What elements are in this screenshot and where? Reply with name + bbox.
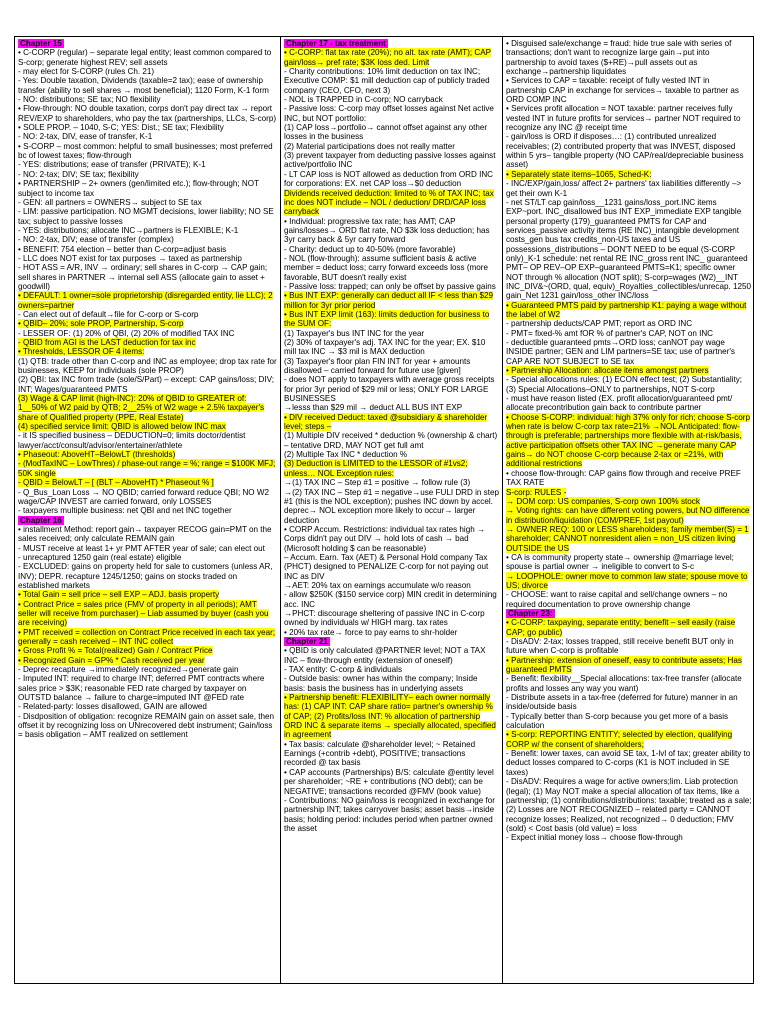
note-line [506, 132, 752, 169]
note-text: - Special allocations rules: (1) ECON effect test; (2) Substantiality; (3) Special Allocations–ONLY to partnerships, NOT S-corp [506, 375, 743, 394]
highlighted-note-line [18, 459, 277, 478]
chapter-heading-label: Chapter 23: [508, 608, 553, 618]
note-text: • CA is community property state→ ownership @marriage level; spouse is partial owner → ineligible to convert to S-c [506, 552, 734, 572]
column-right [503, 37, 755, 983]
note-text: • Partnership: extension of oneself, easy to contribute assets; Has guaranteed PMTS [506, 655, 742, 675]
note-text: - taxpayers multiple business: net QBI and net INC together [18, 506, 232, 516]
note-text: • PARTNERSHIP – 2+ owners (gen/limited etc.); flow-through; NOT subject to income tax [18, 179, 259, 198]
highlighted-note-line [506, 572, 752, 591]
note-line [18, 254, 277, 263]
note-text: • C-CORP: taxpaying, separate entity; benefit – sell easily (raise CAP; go public) [506, 618, 736, 637]
chapter-heading [18, 516, 277, 525]
highlighted-note-line [506, 301, 752, 320]
note-line [284, 338, 499, 357]
note-line [18, 207, 277, 226]
note-text: (3) Wage & CAP limit (high-INC): 20% of QBID to GREATER of: 1__50% of W2 paid by QTB; 2__25% of W2 wage + 2.5% taxpayer's share of Qualified property (PPE, Real Estate) [18, 394, 265, 422]
column-middle [281, 37, 503, 983]
note-text: - Distribute assets in a tax-free (deferred for future) manner in an inside/outside basis [506, 693, 738, 712]
note-line [506, 329, 752, 338]
highlighted-note-line [18, 628, 277, 647]
note-text: - GEN: all partners = OWNERS→ subject to SE tax [18, 197, 202, 207]
highlighted-note-line [18, 450, 277, 459]
note-line [284, 525, 499, 553]
note-text: • Phaseout: AboveHT–BelowLT (thresholds) [18, 450, 176, 460]
note-text: - Passive loss: C-corp may offset losses against Net active INC, but NOT portfolio: [284, 104, 494, 123]
note-text: • C-CORP: flat tax rate (20%); no alt. tax rate (AMT); CAP gain/loss→ pref rate; $3K loss ded. Limit [284, 48, 492, 67]
note-text: • Services profit allocation = NOT taxable: partner receives fully vested INT in future profits for services→ partner NOT required to recognize any INC @ receipt time [506, 104, 741, 133]
note-line [18, 123, 277, 132]
note-text: • S-corp: REPORTING ENTITY; selected by election, qualifying CORP w/ the consent of shareholders; [506, 730, 733, 749]
note-text: - Contributions: NO gain/loss is recognized in exchange for partnership INT; takes carryover basis; asset basis→inside basis; holding period: includes period when partner owned the asset [284, 795, 495, 833]
note-text: - NO: 2-tax, DIV; ease of transfer (complex) [18, 235, 174, 245]
note-text: - HOT ASS = A/R, INV → ordinary; sell shares in C-corp → CAP gain; sell shares in PARTNER → internal sell ASS (allocate gain to asset + goodwill) [18, 263, 268, 291]
note-line [506, 749, 752, 777]
note-text: • choose flow-through: CAP gains flow through and receive PREF TAX RATE [506, 468, 741, 488]
note-line [18, 142, 277, 161]
note-text: • PMT received = collection on Contract Price received in each tax year; generally = cash received – INT INC collect [18, 627, 276, 646]
chapter-heading [284, 637, 499, 646]
note-text: • DEFAULT: 1 owner=sole proprietorship (disregarded entity, lie LLC); 2 owners=partner [18, 291, 273, 310]
note-text: S-corp: RULES - [506, 487, 567, 497]
highlighted-note-line [506, 506, 752, 525]
note-text: - Yes: Double taxation, Dividends (taxable=2 tax); ease of ownership transfer (ability to sell shares → most beneficial); 1120 Form, K-1 form [18, 76, 269, 95]
note-text: • Individual: progressive tax rate; has AMT; CAP gains/losses→ ORD flat rate, NO $3k loss deduction; has 3yr carry back & 5yr carry forward [284, 216, 490, 245]
note-text: - partnership deducts/CAP PMT; report as ORD INC [506, 319, 693, 329]
note-line [18, 553, 277, 562]
highlighted-note-line [18, 478, 277, 487]
note-text: - INC/EXP/gain,loss/ affect 2+ partners' tax liabilities differently –> get their own K-1 [506, 179, 742, 198]
note-line [506, 590, 752, 609]
note-line [18, 488, 277, 507]
note-line [18, 525, 277, 544]
note-text: (4) specified service limit: QBID is allowed below INC max [18, 422, 226, 432]
note-line [18, 48, 277, 67]
note-line [284, 431, 499, 450]
note-line [18, 198, 277, 207]
note-line [18, 329, 277, 338]
note-text: - gain/loss is ORD if disposes…: (1) contributed unrealized receivables; (2) contributed property that was INVEST, disposed within 5 yrs– tangible property (NO CAP/real/depreciable business asset) [506, 132, 744, 170]
highlighted-note-line [506, 488, 752, 497]
note-text: - DisADV: Requires a wage for active owners;lim. Liab protection (legal); (1) May NOT make a special allocation of tax items, like a partnership; (1) contributions/distributions: taxable; treated as a sale; (2) Losses are NOT RECOGNIZED – related party = CANNOT recognize losses; Realized, not recognized→ 0 deduction; FMV (sold) < Cost basis (old value) = loss [506, 777, 752, 833]
note-line [284, 67, 499, 95]
note-line [18, 95, 277, 104]
highlighted-note-line [284, 693, 499, 740]
highlighted-note-line [18, 347, 277, 356]
note-text: - LLC does NOT exist for tax purposes → taxed as partnership [18, 253, 242, 263]
note-text: • DIV received Deduct: taxed @subsidiary & shareholder level; steps – [284, 412, 488, 432]
note-text: → LOOPHOLE: owner move to common law state; spouse move to US; divorce [506, 571, 748, 590]
note-text: - it IS specified business – DEDUCTION=0; limits doctor/dentist lawyer/acct/consult/advisor/entertainer/athlete [18, 431, 246, 450]
note-text: - Outside basis: owner has within the company; Inside basis: basis the business has in underlying assets [284, 674, 478, 693]
note-text: - MUST receive at least 1+ yr PMT AFTER year of sale; can elect out [18, 543, 265, 553]
note-text: → DOM corp: US companies, S-corp own 100% stock [506, 496, 700, 506]
note-text: - Disdposition of obligation: recognize REMAIN gain on asset sale, then offset it by recognizing loss on UNrecovered debt instrument; Gain/loss = basis obligation – AMT realized on settlement [18, 711, 274, 740]
note-text: (3) Taxpayer's floor plan FIN INT for year + amounts disallowed – carried forward for future use [given] [284, 356, 471, 376]
chapter-heading-label: Chapter 17 - tax treatment [286, 39, 386, 48]
cheat-sheet [14, 36, 754, 984]
note-line [506, 375, 752, 394]
note-text: - unrecaptured 1250 gain (real estate) eligible [18, 552, 182, 562]
note-text: (2) Multiple Tax INC * deduction % [284, 450, 408, 460]
note-text: (1) Multiple DIV received * deduction % (ownership & chart) – tentative DRD, MAY NOT get full amt [284, 431, 498, 450]
note-text: (1) Taxpayer's bus INT INC for the year [284, 328, 425, 338]
note-text: – Accum. Earn. Tax (AET) & Personal Hold company Tax (PHCT) designed to PENALIZE C-corp for not paying out INC as DIV [284, 552, 489, 581]
note-line [284, 95, 499, 104]
note-line [284, 488, 499, 525]
note-line [18, 375, 277, 394]
note-line [284, 450, 499, 459]
note-text: • S-CORP – most common: helpful to small businesses; most preferred bc of lowest taxes; flow-through [18, 141, 273, 161]
note-line [18, 665, 277, 674]
highlighted-note-line [18, 338, 277, 347]
note-line [506, 394, 752, 413]
note-text: - EXCLUDED: gains on property held for sale to customers (unless AR, INV); DEPR. recapture 1245/1250; gains on stocks traded on established markets [18, 562, 273, 590]
note-line [506, 198, 752, 301]
note-line [506, 319, 752, 328]
note-text: • Contract Price = sales price (FMV of property in all periods); AMT seller will receive from purchaser) – Liab assumed by buyer (cash you are receiving) [18, 599, 269, 628]
note-line [284, 403, 499, 412]
note-line [284, 768, 499, 796]
note-line [284, 609, 499, 628]
note-text: - Deprec recapture →immediately recognized→generate gain [18, 665, 239, 675]
note-line [284, 245, 499, 254]
note-text: (2) QBI: tax INC from trade (sole/S/Part) – except: CAP gains/loss; DIV; INT; Wages/guaranteed PMTS [18, 375, 274, 394]
note-text: - NOL (flow-through): assume sufficient basis & active member = deduct loss; carry forward exceeds loss (more favorable, BUT doesn't really exist [284, 253, 488, 282]
note-line [506, 777, 752, 833]
highlighted-note-line [18, 291, 277, 310]
note-text: • Separately state items–1065, Sched-K: [506, 169, 652, 179]
note-line [284, 646, 499, 665]
note-text: (2) Material participations does not really matter [284, 141, 455, 151]
note-text: • Tax basis: calculate @shareholder level; ~ Retained Earnings (+contrib +debt), POSITIVE; transactions recorded @ tax basis [284, 739, 476, 768]
highlighted-note-line [18, 422, 277, 431]
note-text: - Passive loss: trapped; can only be offset by passive gains [284, 281, 496, 291]
highlighted-note-line [506, 525, 752, 553]
note-line [284, 151, 499, 170]
note-text: - Expect initial money loss→ choose flow-through [506, 833, 683, 843]
note-text: • Disguised sale/exchange = fraud: hide true sale with series of transactions; don't want to recognize large gain→put into partnership to avoid taxes ($+RE)→pull assets out as exchange→partnership liquidates [506, 39, 732, 77]
note-text: • QBID– 20%; sole PROP, Partnership, S-corp [18, 319, 184, 329]
highlighted-note-line [506, 730, 752, 749]
note-line [506, 104, 752, 132]
note-text: • CORP Accum. Restrictions: individual tax rates high → Corps didn't pay out DIV → hold lots of cash → bad (Microsoft holding $ can be reasonable) [284, 524, 486, 553]
note-text: - NO: 2-tax, DIV, ease of transfer, K-1 [18, 132, 153, 142]
highlighted-note-line [18, 600, 277, 628]
note-text: →PHCT: discourage sheltering of passive INC in C-corp owned by individuals w/ HIGH marg. tax rates [284, 608, 485, 628]
note-line [284, 581, 499, 590]
note-text: • 20% tax rate→ force to pay earns to shr-holder [284, 627, 458, 637]
note-line [284, 254, 499, 282]
highlighted-note-line [506, 413, 752, 469]
note-line [18, 226, 277, 235]
note-text: • Thresholds, LESSOR OF 4 items: [18, 347, 145, 357]
note-text: • Guaranteed PMTS paid by partnership K1: paying a wage without the label of W2 [506, 300, 747, 319]
note-text: →(2) TAX INC – Step #1 = negative→use FULI DRD in step #1 (this is the NOL exception); pushes INC down by accel. deprec→ NOL exception more likely to occur→ larger deduction [284, 487, 499, 525]
note-text: - Charity: deduct up to 40-50% (more favorable) [284, 244, 456, 254]
note-line [18, 179, 277, 198]
highlighted-note-line [284, 310, 499, 329]
highlighted-note-line [18, 590, 277, 599]
chapter-heading-label: Chapter 21 [286, 637, 328, 646]
note-text: →(1) TAX INC – Step #1 = positive → follow rule (3) [284, 478, 471, 488]
note-text: (1) QTB: trade other than C-corp and INC as employee; drop tax rate for businesses, KEEP for individuals (sole PROP) [18, 356, 277, 376]
note-line [18, 310, 277, 319]
note-text: • Recognized Gain = GP% * Cash received per year [18, 655, 205, 665]
highlighted-note-line [506, 366, 752, 375]
note-line [284, 740, 499, 768]
note-line [284, 628, 499, 637]
note-line [18, 160, 277, 169]
note-text: - Related-party: losses disallowed, GAIN are allowed [18, 702, 207, 712]
note-text: - DisADV: 2-tax; losses trapped, still receive benefit BUT only in future when C-corp is profitable [506, 637, 734, 656]
note-text: • Total Gain = sell price – sell EXP – ADJ. basis property [18, 590, 220, 600]
note-text: • Bus INT EXP limit (163): limits deduction for business to the SUM OF: [284, 309, 490, 329]
note-text: - QBID = BelowLT – [ (BLT – AboveHT) * Phaseout % ] [18, 478, 214, 488]
chapter-heading [284, 39, 499, 48]
note-line [284, 674, 499, 693]
note-text: • installment Method: report gain→ taxpayer RECOG gain=PMT on the sales received; only calculate REMAIN gain [18, 524, 272, 544]
highlighted-note-line [506, 497, 752, 506]
note-text: • QBID is only calculated @PARTNER level; NOT a TAX INC – flow-through entity (extension of oneself) [284, 646, 486, 665]
note-line [506, 833, 752, 842]
highlighted-note-line [284, 459, 499, 478]
note-line [18, 104, 277, 123]
note-line [506, 179, 752, 198]
note-text: - YES: distributions; allocate INC→partners is FLEXIBLE; K-1 [18, 225, 239, 235]
note-text: (3) prevent taxpayer from deducting passive losses against active/portfolio INC [284, 151, 496, 170]
note-text: - may elect for S-CORP (rules Ch. 21) [18, 67, 155, 77]
note-line [284, 329, 499, 338]
note-line [18, 431, 277, 450]
note-line [284, 590, 499, 609]
note-line [506, 76, 752, 104]
column-left [15, 37, 281, 983]
highlighted-note-line [506, 656, 752, 675]
highlighted-note-line [506, 170, 752, 179]
note-line [18, 562, 277, 590]
chapter-heading [506, 609, 752, 618]
note-line [284, 170, 499, 189]
note-text: • SOLE PROP. – 1040, S-C; YES: Dist.; SE tax; Flexibility [18, 123, 224, 133]
note-line [284, 375, 499, 403]
highlighted-note-line [284, 291, 499, 310]
note-text: • C-CORP (regular) – separate legal entity; least common compared to S-corp; generate highest REV; sell assets [18, 48, 272, 67]
note-text: - Charity contributions: 10% limit deduction on tax INC; Executive COMP: $1 mill deduction cap of publicly traded company (CEO, CFO, next 3) [284, 67, 490, 95]
note-text: - deductible guaranteed pmts→ORD loss; canNOT pay wage INSIDE partner; GEN and LIM partners=SE tax; use of partner's CAP ARE NOT SUBJECT to SE tax [506, 338, 735, 366]
highlighted-note-line [18, 646, 277, 655]
note-line [18, 506, 277, 515]
note-line [18, 357, 277, 376]
note-text: - NOL is TRAPPED in C-corp; NO carryback [284, 95, 443, 105]
note-text: • Partnership benefit: FLEXIBILITY– each owner normally has: (1) CAP INT: CAP share ratio= partner's ownership % of CAP; (2) Profits/loss INT: % allocation of partnership ORD INC & separate items → specially allocated, specified in agreement [284, 693, 496, 740]
note-text: - Benefit: flexibility__Special allocations: tax-free transfer (allocate profits and losses any way you want) [506, 674, 742, 693]
note-text: →AET: 20% tax on earnings accumulate w/o reason [284, 580, 471, 590]
note-text: • Bus INT EXP: generally can deduct all IF < less than $29 million for 3yr prior period [284, 291, 493, 310]
note-text: - does NOT apply to taxpayers with average gross receipts for prior 3yr period of $29 mil or less; ONLY FOR LARGE BUSINESSES [284, 375, 495, 404]
note-text: - Imputed INT: required to charge INT; deferred PMT contracts where sales price > $3K; reasonable FED rate charged by taxpayer on OUTSTD balance → failure to charge=imputed INT @FED rate [18, 674, 265, 703]
chapter-heading-label: Chapter 16 [20, 515, 62, 525]
note-line [284, 142, 499, 151]
note-text: • BENEFIT: 754 election – better than C-corp=adjust basis [18, 244, 227, 254]
highlighted-note-line [18, 656, 277, 665]
note-text: - must have reason listed (EX. profit allocation/guaranteed pmt/ allocate precontribution gain back to contribute partner [506, 394, 733, 413]
note-line [284, 665, 499, 674]
note-text: • CAP accounts (Partnerships) B/S: calculate @entity level per shareholder; ~RE + contributions (NO debt); can be NEGATIVE; transactions recorded @FMV (book value) [284, 767, 494, 796]
note-line [284, 217, 499, 245]
note-text: • Services to CAP = taxable: receipt of fully vested INT in partnership CAP in exchange for services→ taxable to partner as ORD COMP INC [506, 76, 739, 105]
note-text: • Choose S-CORP: individual: high 37% only for rich; choose S-corp when rate is below C-corp tax rate=21% →NOL Anticipated: flow-through is preferable; partnerships more flexible with at-risk/basis, active participation offsets other TAX INC →generate many CAP gains→ do NOT choose C-corp because 2-tax or =21%, with additional restrictions [506, 412, 750, 469]
note-text: - PMT= fixed-% amt fOR % of partner's CAP, NOT on INC [506, 328, 714, 338]
note-text: → Voting rights: can have different voting powers, but NO difference in distribution/liquidation (COM/PREF, 1st payout) [506, 506, 750, 525]
note-text: - YES: distributions; ease of transfer (PRIVATE); K-1 [18, 160, 206, 170]
note-line [18, 132, 277, 141]
note-text: • Partnership Allocation: allocate items amongst partners [506, 366, 709, 376]
chapter-heading [18, 39, 277, 48]
note-text: - TAX entity: C-corp & individuals [284, 665, 403, 675]
note-line [284, 104, 499, 123]
note-text: - NO: 2-tax; DIV; SE tax; flexibility [18, 169, 139, 179]
highlighted-note-line [284, 48, 499, 67]
note-text: - Can elect out of default→file for C-corp or S-corp [18, 309, 199, 319]
note-text: - QBID from AGI is the LAST deduction for tax inc [18, 338, 196, 347]
highlighted-note-line [506, 618, 752, 637]
highlighted-note-line [284, 413, 499, 432]
note-line [284, 478, 499, 487]
note-text: - LT CAP loss is NOT allowed as deduction from ORD INC for corporations: EX. net CAP loss→$0 deduction [284, 169, 494, 189]
note-text: (2) 30% of taxpayer's adj. TAX INC for the year; EX. $10 mill tax INC → $3 mil is MAX deduction [284, 338, 486, 357]
highlighted-note-line [18, 394, 277, 422]
note-text: - LIM: passive participation. NO MGMT decisions, lower liability; NO SE tax; subject to passive losses [18, 207, 274, 226]
note-text: - NO: distributions; SE tax; NO flexibility [18, 95, 161, 105]
highlighted-note-line [284, 189, 499, 217]
note-line [18, 702, 277, 711]
note-line [18, 235, 277, 244]
note-line [506, 39, 752, 76]
note-line [284, 796, 499, 833]
chapter-heading-label: Chapter 15 [20, 39, 62, 48]
note-text: (3) Deduction is LIMITED to the LESSOR of #1vs2; unless… NOL Exception rules: [284, 459, 468, 478]
note-text: - allow $250K ($150 service corp) MIN credit in determining acc. INC [284, 590, 497, 609]
note-line [18, 544, 277, 553]
note-line [506, 674, 752, 693]
note-line [284, 282, 499, 291]
note-text: • Gross Profit % = Total(realized) Gain / Contract Price [18, 646, 213, 656]
note-line [506, 712, 752, 731]
highlighted-note-line [18, 319, 277, 328]
note-line [506, 338, 752, 366]
note-line [506, 637, 752, 656]
note-line [18, 67, 277, 76]
note-text: Dividends received deduction: limited to % of TAX INC; tax inc does NOT include – NOL / deduction/ DRD/CAP loss carryback [284, 188, 494, 217]
note-line [18, 245, 277, 254]
note-line [18, 712, 277, 740]
note-line [284, 357, 499, 376]
note-text: → OWNER REQ: 100 or LESS shareholders; family member(S) = 1 shareholder; CANNOT nonresident alien = non_US citizen living OUTSIDE the US [506, 524, 749, 553]
note-text: →lesss than $29 mil → deduct ALL BUS INT EXP [284, 403, 463, 413]
note-text: - Q_Bus_Loan Loss → NO QBID; carried forward reduce QBI; NO W2 wage/CAP INVEST are carried forward, only LOSSES [18, 487, 269, 506]
note-text: - CHOOSE: want to raise capital and sell/change owners – no required documentation to prove ownership change [506, 590, 728, 609]
note-line [506, 693, 752, 712]
note-text: - net ST/LT cap gain/loss__1231 gains/loss_port.INC items EXP~port. INC_disallowed bus INT EXP_immediate EXP tangible personal property (179)_guaranteed PMTS for CAP and services_passive activity items (RE INC)_intangible development costs_gen bus tax credits_non-US taxes and US possessions_distributions – DON'T NEED to be equal (S-CORP only)_K-1 schedule: net rental RE INC_gross rent INC_ guaranteed PMT– OP REV–OP EXP–guaranteed PMTS=K1; specific owner NOT through % allocation (NOT split); S-corp=wages (W2)__INT INC_DIV&~(ORD, qual, equiv)_Royalties_collectibles/unrecap. 1250 gain_Net 1231 gain/loss_other INC/loss [506, 197, 751, 301]
note-text: - (ModTaxINC – LowThres) / phase-out range = %; range = $100K MFJ; 50K single [18, 459, 276, 478]
note-line [18, 76, 277, 95]
note-line [506, 553, 752, 572]
note-text: - Benefit: lower taxes, can avoid SE tax, 1-lvl of tax; greater ability to deduct losses compared to C-corps (K1 is NOT included in SE taxes) [506, 749, 751, 777]
note-text: - LESSER OF: (1) 20% of QBI, (2) 20% of modified TAX INC [18, 328, 235, 338]
note-text: • Flow-through: NO double taxation, corps don't pay direct tax → report REV/EXP to shareholders, who pay the tax (partnerships, LLCs, S-corp) [18, 104, 277, 123]
note-line [506, 469, 752, 488]
note-text: (1) CAP loss→portfolio→ cannot offset against any other losses in the business [284, 123, 488, 142]
note-line [284, 553, 499, 581]
note-text: - Typically better than S-corp because you get more of a basis calculation [506, 711, 729, 731]
note-line [18, 674, 277, 702]
note-line [18, 170, 277, 179]
note-line [18, 263, 277, 291]
note-line [284, 123, 499, 142]
